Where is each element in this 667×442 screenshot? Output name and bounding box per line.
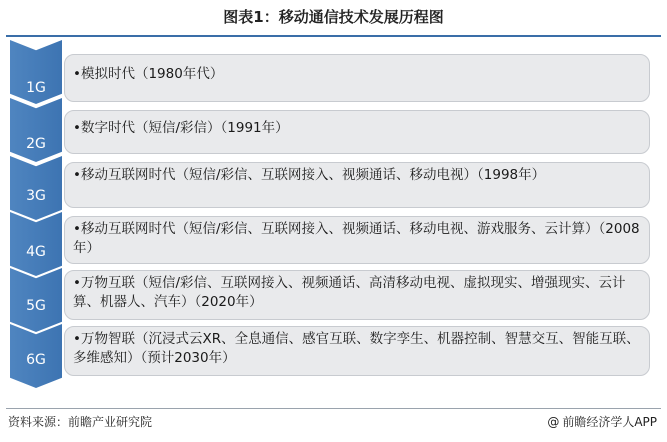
stage-desc-3g: •移动互联网时代（短信/彩信、互联网接入、视频通话、移动电视）（1998年） (64, 162, 650, 208)
stage-label-4g: 4G (26, 244, 46, 260)
stage-desc-5g: •万物互联（短信/彩信、互联网接入、视频通话、高清移动电视、虚拟现实、增强现实、云计算、机器人、汽车）（2020年） (64, 270, 650, 320)
stage-label-2g: 2G (26, 136, 46, 152)
stage-label-3g: 3G (26, 188, 46, 204)
stage-desc-1g: •模拟时代（1980年代） (64, 54, 650, 102)
stage-desc-4g: •移动互联网时代（短信/彩信、互联网接入、视频通话、移动电视、游戏服务、云计算）（2008年） (64, 216, 650, 264)
stage-desc-6g: •万物智联（沉浸式云XR、全息通信、感官互联、数字孪生、机器控制、智慧交互、智能互联、多维感知）（预计2030年） (64, 326, 650, 376)
stage-label-6g: 6G (26, 352, 46, 368)
stage-chevron-2g (10, 98, 62, 162)
title-divider (6, 35, 661, 37)
source-note: 资料来源：前瞻产业研究院 (8, 415, 153, 429)
chart-title: 图表1：移动通信技术发展历程图 (223, 8, 444, 26)
brand-credit (547, 413, 657, 430)
brand-name: 前瞻经济学人APP (562, 415, 657, 429)
stage-label-5g: 5G (26, 298, 46, 314)
stage-label-1g: 1G (26, 80, 46, 96)
brand-logo-icon: @ (547, 415, 560, 429)
stage-desc-2g: •数字时代（短信/彩信）（1991年） (64, 110, 650, 154)
footer-divider (6, 408, 661, 409)
